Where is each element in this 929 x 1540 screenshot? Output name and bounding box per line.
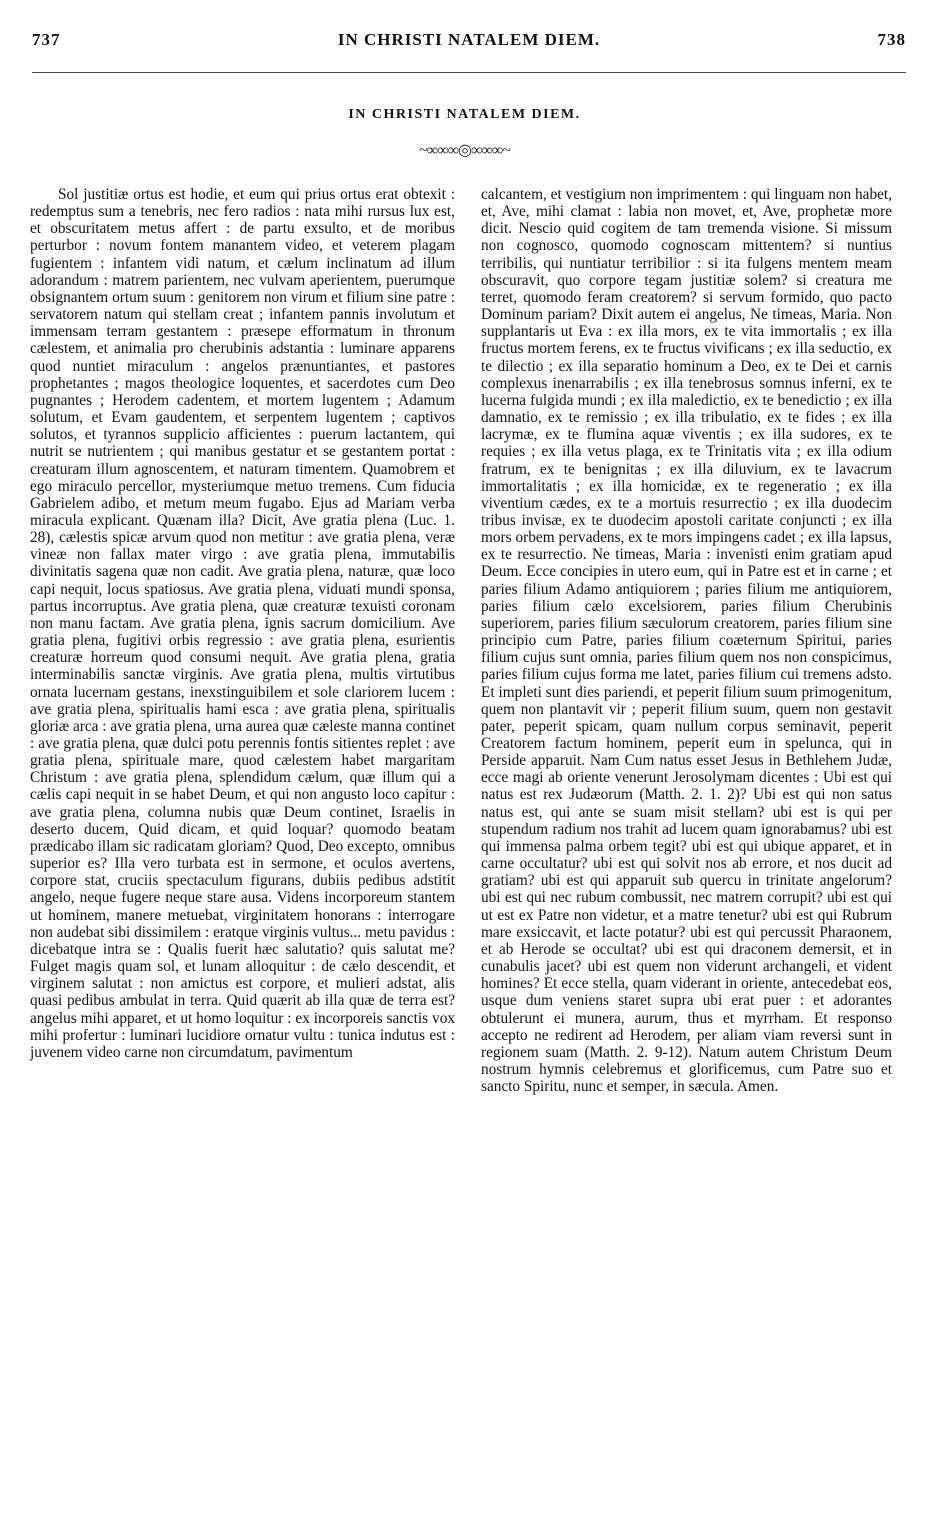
page-number-left: 737 — [32, 30, 61, 49]
page-number-right: 738 — [877, 30, 906, 49]
running-head — [32, 30, 906, 54]
text-column-right: calcantem, et vestigium non imprimentem : qui linguam non habet, et, Ave, mihi clamat : labia non movet, et, Ave, prophetæ more dicit. Nescio quid cogitem de tam tremenda visione. Si missum non cognosco, quomodo cognoscam mittentem? si nuntius terribilis, qui nuntiatur terribilior : si ita fulgens mentem meam obscuravit, quo corpore tegam justitiæ solem? si creatura me terret, quomodo feram creatorem? si servum formido, quo pacto Dominum pariam? Dixit autem ei angelus, Ne timeas, Maria. Non supplantaris ut Eva : ex illa mors, ex te vita immortalis ; ex illa fructus mortem ferens, ex te fructus vivificans ; ex illa seductio, ex te dilectio ; ex illa separatio hominum a Deo, ex te Dei et carnis complexus inenarrabilis ; ex illa tenebrosus somnus inferni, ex te lucerna fulgida mundi ; ex illa maledictio, ex te benedictio ; ex illa damnatio, ex te remissio ; ex illa tribulatio, ex te fides ; ex illa lacrymæ, ex te flumina aquæ viventis ; ex illa sudores, ex te requies ; ex illa vetus plaga, ex te Trinitatis vita ; ex illa odium fratrum, ex te benignitas ; ex illa diluvium, ex te lavacrum immortalitatis ; ex illa homicidæ, ex te regeneratio ; ex illa viventium cædes, ex te a mortuis resurrectio ; ex illa duodecim tribus invisæ, ex te duodecim apostoli caritate conjuncti ; ex illa mors orbem pervadens, ex te mors impingens cadet ; ex illa lapsus, ex te resurrectio. Ne timeas, Maria : invenisti enim gratiam apud Deum. Ecce concipies in utero eum, qui in Patre est et in carne ; et paries filium Adamo antiquiorem ; paries filium me antiquiorem, paries filium cælo excelsiorem, paries filium Cherubinis superiorem, paries filium sæculorum creatorem, paries filium sine principio cum Patre, paries filium coæternum Spiritui, paries filium cujus sunt omnia, paries filium quem nos non conspicimus, paries filium cujus forma me latet, paries filium cui tremens adsto. Et impleti sunt dies pariendi, et peperit filium suum primogenitum, quem non plantavit vir ; peperit filium suum, quem non gestavit pater, peperit spicam, quam nullum corpus seminavit, peperit Creatorem factum hominem, peperit eum in spelunca, qui in Perside apparuit. Nam Cum natus esset Jesus in Bethlehem Judæ, ecce magi ab oriente venerunt Jerosolymam dicentes : Ubi est qui natus est rex Judæorum (Matth. 2. 1. 2)? Ubi est qui non satus natus est, qui ante se suam misit stellam? ubi est is qui per stupendum radium nos trahit ad lucem quam ignorabamus? ubi est qui immensa palma orbem tegit? ubi est qui ubique apparet, et in carne occultatur? ubi est qui solvit nos ab errore, et nos ducit ad gratiam? ubi est qui apparuit sub quercu in trinitate angelorum? ubi est qui nec rubum combussit, nec matrem corrupit? ubi est qui ut est ex Patre non videtur, et a matre tenetur? ubi est qui Rubrum mare exsiccavit, et lacte potatur? ubi est qui percussit Pharaonem, et ab Herode se occultat? ubi est qui draconem demersit, et in cunabulis jacet? ubi est quem non viderunt archangeli, et vident homines? Et ecce stella, quam viderant in oriente, antecedebat eos, usque dum veniens staret supra ubi erat puer : et adorantes obtulerunt ei munera, aurum, thus et myrrham. Et responso accepto ne redirent ad Herodem, per aliam viam reversi sunt in regionem suam (Matth. 2. 9-12). Natum autem Christum Deum nostrum hymnis celebremus et glorificemus, cum Patre suo et sancto Spiritu, nunc et semper, in sæcula. Amen. — [481, 186, 892, 1096]
text-column-left: Sol justitiæ ortus est hodie, et eum qui prius ortus erat obtexit : redemptus sum a tenebris, nec fero radios : nata mihi rursus lux est, et obscuritatem metus affert : de partu exsulto, et de moribus perturbor : novum fontem manantem video, et veterem plagam fugientem : infantem vidi natum, et cælum inclinatum ad illum adorandum : matrem parientem, nec vulvam aperientem, puerumque obsignantem ortum suum : genitorem non virum et filium sine patre : servatorem natum qui stellam creat ; infantem pannis involutum et immensam terram gestantem : præsepe efformatum in thronum cælestem, et animalia pro cherubinis adstantia : luminare apparens quod nuntiet miraculum : angelos prænuntiantes, et pastores prophetantes ; magos theologice loquentes, et sacerdotes cum Deo pugnantes ; Herodem cadentem, et mortem lugentem ; Adamum solutum, et Evam gaudentem, et serpentem lugentem ; captivos solutos, et tyrannos supplicio afficientes : puerum lactantem, qui nutrit se nutrientem ; qui manibus gestatur et se gestantem portat : creaturam illum agnoscentem, et naturam timentem. Quamobrem et ego miraculo percellor, mysteriumque metuo tremens. Cum fiducia Gabrielem adibo, et metum meum fugabo. Ejus ad Mariam verba miracula explicant. Quænam illa? Dicit, Ave gratia plena (Luc. 1. 28), cælestis spicæ arvum quod non metitur : ave gratia plena, veræ vineæ non fallax mater virgo : ave gratia plena, immutabilis divinitatis sagena quæ non cadit. Ave gratia plena, naturæ, quæ loco capi nequit, locus spatiosus. Ave gratia plena, viduati mundi sponsa, partus incorruptus. Ave gratia plena, quæ creaturæ texuisti coronam non manu factam. Ave gratia plena, ignis sacrum domicilium. Ave gratia plena, fugitivi orbis regressio : ave gratia plena, esurientis creaturæ horreum quod consumi nequit. Ave gratia plena, gratia interminabilis sanctæ virginis. Ave gratia plena, multis virtutibus ornata lucernam gestans, inexstinguibilem et sole clariorem lucem : ave gratia plena, spiritualis hami esca : ave gratia plena, spiritualis gloriæ arca : ave gratia plena, urna aurea quæ cæleste manna continet : ave gratia plena, quæ dulci potu perennis fontis sitientes replet : ave gratia plena, spirituale mare, quod cælestem habet margaritam Christum : ave gratia plena, splendidum cælum, quæ illum qui a cælis capi nequit in se habet Deum, et qui non angusto loco capitur : ave gratia plena, columna nubis quæ Deum continet, Israelis in deserto ducem, Quid dicam, et quid loquar? quomodo beatam prædicabo illam sic radicatam gloriam? Quod, Deo excepto, omnibus superior es? Illa vero turbata est in sermone, et oculos avertens, corpore stat, cruciis spectaculum figurans, dubiis pedibus adstitit angelo, neque fugere neque stare ausa. Videns incorporeum stantem ut hominem, manere metuebat, virginitatem honorans : interrogare non audebat sibi dissimilem : eratque virginis vultus... metu pavidus : dicebatque intra se : Qualis fuerit hæc salutatio? quis salutat me? Fulget magis quam sol, et lunam alloquitur : de cælo descendit, et virginem salutat : non amictus est corpore, et mulieri adstat, alis quasi pedibus ambulat in terra. Quid quærit ab illa quæ de terra est? angelus mihi apparet, et ut homo loquitur : ex incorporeis sanctis vox mihi profertur : luminari lucidiore ornatur vultu : tunica indutus est : juvenem video carne non circumdatum, pavimentum — [30, 186, 456, 1061]
running-title: IN CHRISTI NATALEM DIEM. — [337, 30, 601, 49]
header-rule — [32, 72, 906, 73]
section-title: IN CHRISTI NATALEM DIEM. — [348, 107, 581, 122]
ornament-divider: ~∞∞∞◎∞∞∞~ — [419, 142, 510, 159]
